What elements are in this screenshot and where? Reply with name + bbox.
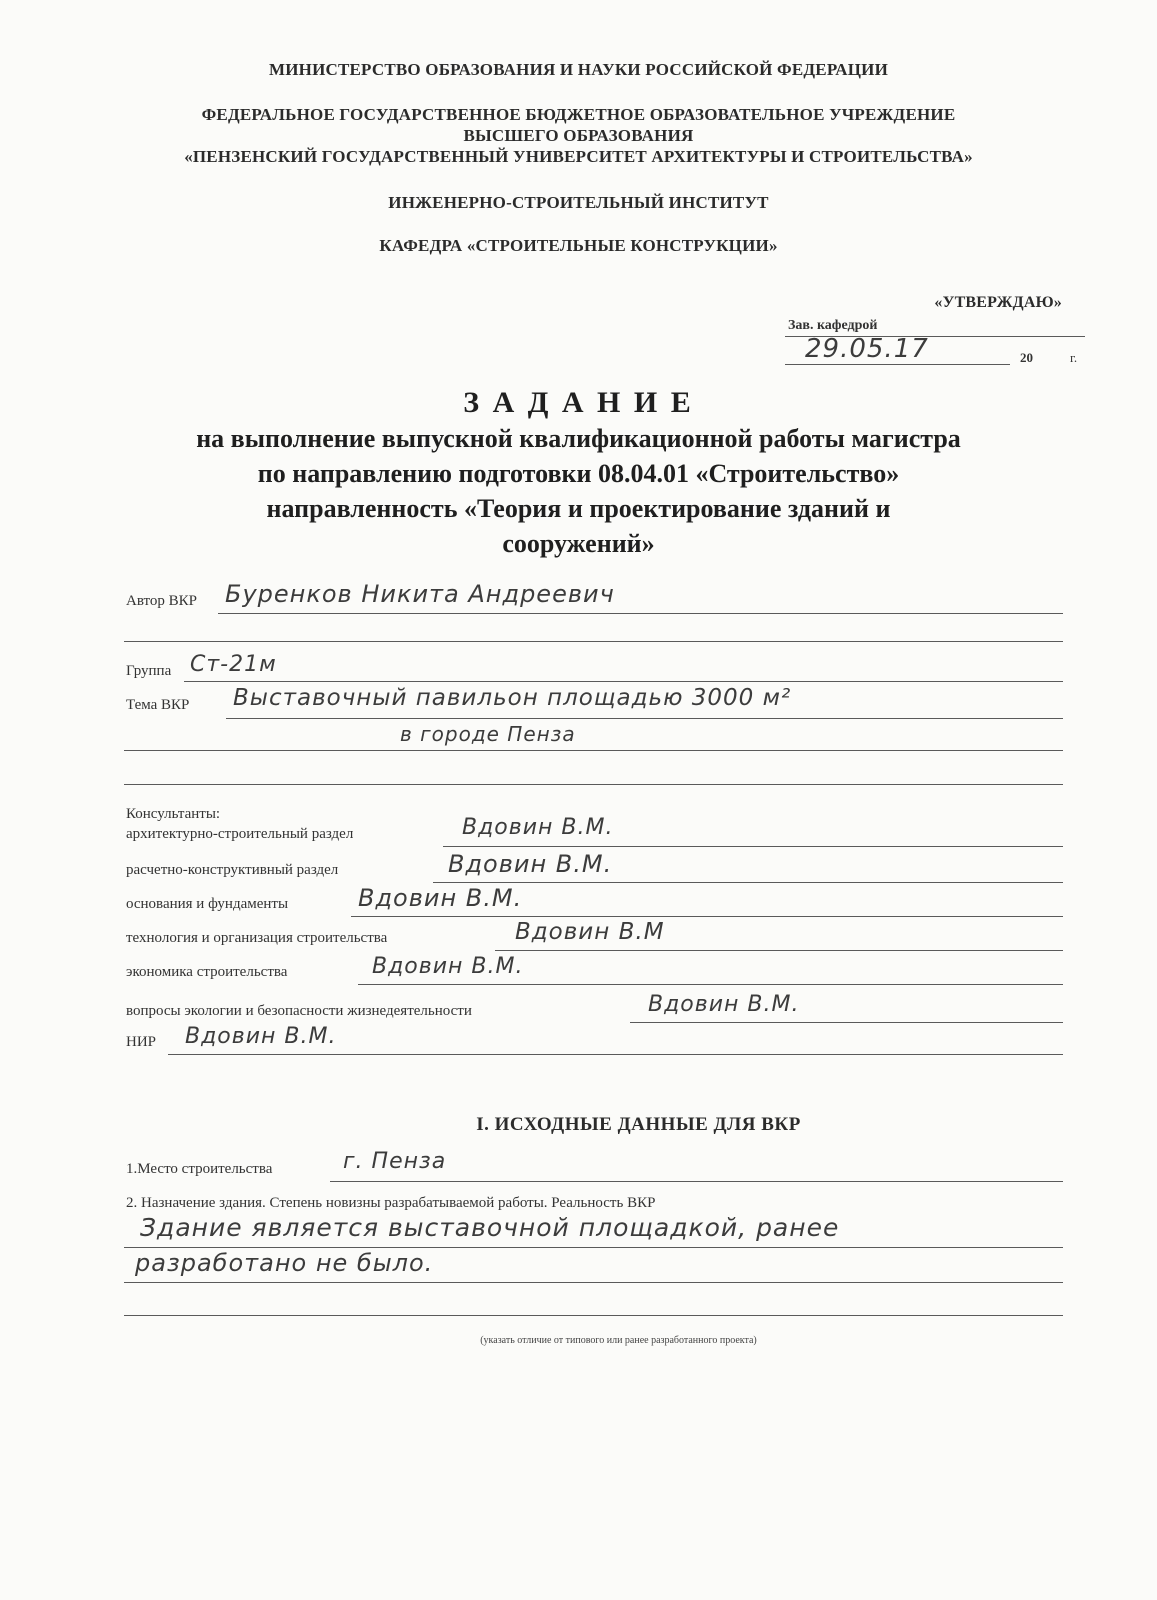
topic-line-3 — [124, 784, 1063, 785]
consultants-heading: Консультанты: — [126, 806, 221, 822]
topic-value-line-1: Выставочный павильон площадью 3000 м² — [233, 685, 792, 711]
consultant-line-technology — [495, 950, 1063, 951]
consultant-line-architecture — [443, 846, 1063, 847]
purpose-footnote: (указать отличие от типового или ранее разработанного проекта) — [480, 1335, 757, 1346]
consultant-label-research: НИР — [126, 1034, 157, 1050]
author-label: Автор ВКР — [126, 593, 198, 609]
date-line — [785, 364, 1010, 365]
topic-line-2 — [124, 750, 1063, 751]
consultant-value-structural: Вдовин В.М. — [448, 850, 613, 878]
consultant-label-ecology: вопросы экологии и безопасности жизнедеятельности — [126, 1003, 472, 1019]
group-line — [184, 681, 1063, 682]
title-line-1: на выполнение выпускной квалификационной работы магистра — [196, 424, 961, 453]
purpose-line-1 — [124, 1247, 1063, 1248]
consultant-line-economics — [358, 984, 1063, 985]
title-line-3: направленность «Теория и проектирование зданий и — [266, 494, 891, 523]
title-line-4: сооружений» — [502, 529, 655, 558]
consultant-line-structural — [433, 882, 1063, 883]
task-title: З А Д А Н И Е — [463, 386, 694, 419]
consultant-value-economics: Вдовин В.М. — [372, 954, 524, 979]
author-line — [218, 613, 1063, 614]
consultant-line-foundations — [351, 916, 1063, 917]
consultant-value-research: Вдовин В.М. — [185, 1024, 337, 1049]
purpose-value-line-1: Здание является выставочной площадкой, ранее — [140, 1213, 840, 1242]
consultant-line-ecology — [630, 1022, 1063, 1023]
group-value: Ст-21м — [190, 652, 277, 677]
year-suffix: г. — [1070, 350, 1078, 365]
purpose-line-3 — [124, 1315, 1063, 1316]
consultant-value-architecture: Вдовин В.М. — [462, 815, 614, 840]
institution-line-2: ВЫСШЕГО ОБРАЗОВАНИЯ — [463, 126, 694, 145]
department-heading: КАФЕДРА «СТРОИТЕЛЬНЫЕ КОНСТРУКЦИИ» — [379, 236, 778, 255]
group-label: Группа — [126, 663, 172, 679]
place-line — [330, 1181, 1063, 1182]
head-of-department-label: Зав. кафедрой — [788, 318, 878, 333]
consultant-value-foundations: Вдовин В.М. — [358, 884, 523, 912]
year-prefix: 20 — [1020, 350, 1033, 365]
title-line-2: по направлению подготовки 08.04.01 «Строительство» — [257, 459, 900, 488]
consultant-label-economics: экономика строительства — [126, 964, 288, 980]
author-value: Буренков Никита Андреевич — [225, 580, 615, 608]
ministry-heading: МИНИСТЕРСТВО ОБРАЗОВАНИЯ И НАУКИ РОССИЙСКОЙ ФЕДЕРАЦИИ — [268, 60, 888, 79]
consultant-label-technology: технология и организация строительства — [126, 930, 388, 946]
consultant-line-research — [168, 1054, 1063, 1055]
consultant-label-architecture: архитектурно-строительный раздел — [126, 826, 354, 842]
consultant-value-ecology: Вдовин В.М. — [648, 992, 800, 1017]
consultant-label-foundations: основания и фундаменты — [126, 896, 289, 912]
institution-line-1: ФЕДЕРАЛЬНОЕ ГОСУДАРСТВЕННОЕ БЮДЖЕТНОЕ ОБРАЗОВАТЕЛЬНОЕ УЧРЕЖДЕНИЕ — [201, 105, 956, 124]
purpose-label: 2. Назначение здания. Степень новизны разрабатываемой работы. Реальность ВКР — [126, 1195, 656, 1211]
purpose-line-2 — [124, 1282, 1063, 1283]
section-1-heading: I. ИСХОДНЫЕ ДАННЫЕ ДЛЯ ВКР — [476, 1114, 801, 1135]
institute-heading: ИНЖЕНЕРНО-СТРОИТЕЛЬНЫЙ ИНСТИТУТ — [388, 193, 769, 212]
consultant-value-technology: Вдовин В.М — [515, 919, 665, 945]
approve-stamp-text: «УТВЕРЖДАЮ» — [934, 294, 1062, 311]
place-label: 1.Место строительства — [126, 1161, 273, 1177]
topic-line-1 — [226, 718, 1063, 719]
consultant-label-structural: расчетно-конструктивный раздел — [126, 862, 339, 878]
approval-date: 29.05.17 — [805, 334, 929, 364]
institution-line-3: «ПЕНЗЕНСКИЙ ГОСУДАРСТВЕННЫЙ УНИВЕРСИТЕТ АРХИТЕКТУРЫ И СТРОИТЕЛЬСТВА» — [184, 147, 973, 166]
topic-label: Тема ВКР — [126, 697, 190, 713]
topic-value-line-2: в городе Пенза — [400, 722, 576, 746]
author-line-2 — [124, 641, 1063, 642]
place-value: г. Пенза — [343, 1149, 447, 1174]
purpose-value-line-2: разработано не было. — [135, 1249, 434, 1277]
